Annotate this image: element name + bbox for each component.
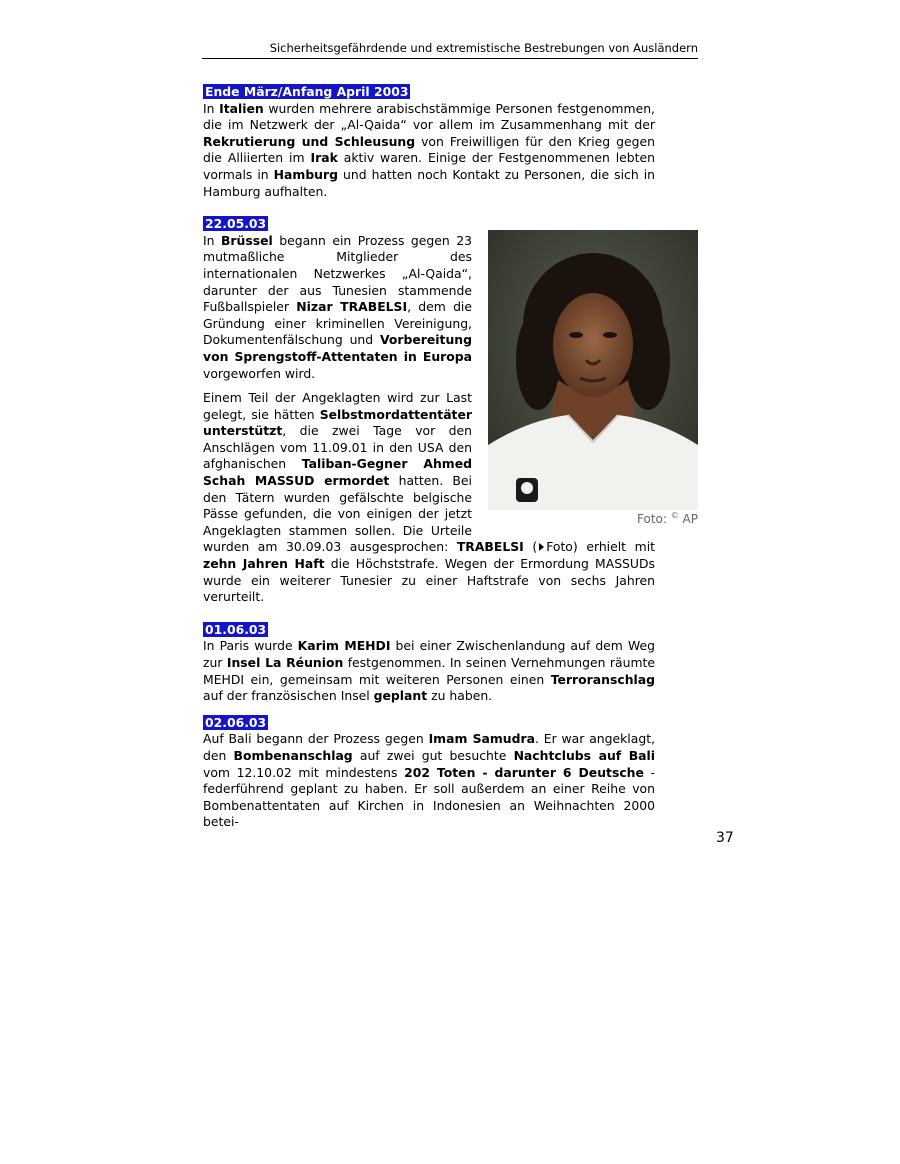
entry-paragraph: Auf Bali begann der Prozess gegen Imam Samudra. Er war angeklagt, den Bombenanschlag auf zwei gut besuchte Nachtclubs auf Bali vom 12.10.02 mit mindestens 202 Toten - darunter 6 Deutsche - federführend geplant zu haben. Er soll außerdem an einer Reihe von Bombenattentaten auf Kirchen in Indonesien an Weihnachten 2000 betei-	[203, 731, 656, 830]
entry-paragraph: In Brüssel begann ein Prozess gegen 23 mutmaßliche Mitglieder des internationalen Netzwerkes „Al-Qaida“, darunter der aus Tunesien stammende Fußballspieler Nizar TRABELSI, dem die Gründung einer kriminellen Vereinigung, Dokumentenfälschung und Vorbereitung von Sprengstoff-Attentaten in Europa vorgeworfen wird.	[203, 232, 473, 381]
entry-paragraph: In Italien wurden mehrere arabischstämmige Personen festgenommen, die im Netzwerk der „Al-Qaida“ vor allem im Zusammenhang mit der Rekrutierung und Schleusung von Freiwilligen für den Krieg gegen die Alliierten im Irak aktiv waren. Einige der Festgenommenen lebten vormals in Hamburg und hatten noch Kontakt zu Personen, die sich in Hamburg aufhalten.	[203, 100, 655, 199]
arrow-right-icon	[539, 543, 544, 551]
entry-date: 02.06.03	[205, 714, 267, 730]
photo-credit: Foto: © AP	[637, 510, 698, 526]
entry-22-05-03	[203, 216, 698, 606]
entry-paragraph: In Paris wurde Karim MEHDI bei einer Zwischenlandung auf dem Weg zur Insel La Réunion festgenommen. In seinen Vernehmungen räumte MEHDI ein, gemeinsam mit weiteren Personen einen Terroranschlag auf der französischen Insel geplant zu haben.	[203, 638, 655, 704]
portrait-photo	[488, 230, 698, 510]
entry-ende-maerz	[203, 84, 655, 200]
entry-date: 01.06.03	[205, 621, 267, 637]
page-body	[203, 84, 698, 847]
running-header-text: Sicherheitsgefährdende und extremistische Bestrebungen von Ausländern	[269, 41, 698, 55]
page-number: 37	[716, 830, 734, 846]
entry-paragraph: Einem Teil der Angeklagten wird zur Last gelegt, sie hätten Selbstmordattentäter unterstützt, die zwei Tage vor den Anschlägen vom 11.09.01 in den USA den afghanischen Taliban-Gegner Ahmed Schah MASSUD ermordet hatten. Bei den Tätern wurden gefälschte belgische Pässe gefunden, die von einigen der jetzt Angeklagten stammen sollen. Die Urteile wurden am 30.09.03 ausgesprochen: TRABELSI ( Foto) erhielt mit zehn Jahren Haft die Höchststrafe. Wegen der Ermordung MASSUDs wurde ein weiterer Tunesier zu einer Haftstrafe von sechs Jahren verurteilt.	[203, 390, 655, 605]
entry-02-06-03	[203, 715, 655, 831]
running-header	[202, 40, 698, 59]
entry-01-06-03	[203, 622, 655, 705]
photo-figure	[488, 230, 698, 528]
entry-date: Ende März/Anfang April 2003	[205, 84, 409, 99]
entry-date: 22.05.03	[205, 216, 267, 232]
